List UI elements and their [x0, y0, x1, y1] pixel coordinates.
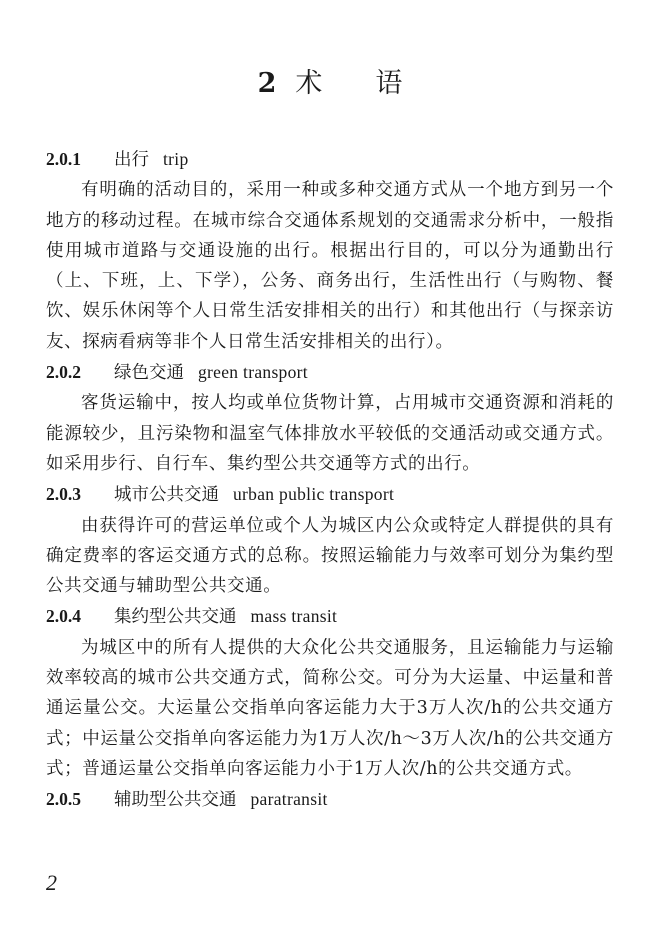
- term-definition-2-0-2: 客货运输中，按人均或单位货物计算，占用城市交通资源和消耗的能源较少，且污染物和温室气体排放水平较低的交通活动或交通方式。如采用步行、自行车、集约型公共交通等方式的出行。: [46, 393, 614, 474]
- term-heading-2-0-2: [46, 357, 614, 388]
- term-number: 2.0.1: [46, 149, 81, 169]
- term-chinese: 集约型公共交通: [114, 607, 237, 628]
- term-heading-2-0-4: [46, 601, 614, 632]
- chapter-title-char-2: 语: [375, 68, 404, 99]
- term-english: mass transit: [250, 606, 338, 627]
- term-heading-2-0-1: [46, 144, 614, 175]
- term-number: 2.0.2: [46, 362, 81, 383]
- term-chinese: 出行: [114, 150, 149, 170]
- term-definition-2-0-3: 由获得许可的营运单位或个人为城区内公众或特定人群提供的具有确定费率的客运交通方式的总称。按照运输能力与效率可划分为集约型公共交通与辅助型公共交通。: [46, 515, 614, 597]
- term-chinese: 城市公共交通: [114, 485, 219, 506]
- term-chinese: 辅助型公共交通: [114, 790, 237, 811]
- page-number: 2: [46, 870, 57, 895]
- terms-body: [46, 144, 614, 816]
- term-definition-2-0-4: 为城区中的所有人提供的大众化公共交通服务，且运输能力与运输效率较高的城市公共交通方式，简称公交。可分为大运量、中运量和普通运量公交。大运量公交指单向客运能力大于3万人次/h的公共交通方式；中运量公交指单向客运能力为1万人次/h～3万人次/h的公共交通方式；普通运量公交指单向客运能力小于1万人次/h的公共交通方式。: [46, 637, 614, 779]
- chapter-number: 2: [257, 68, 278, 99]
- term-number: 2.0.3: [46, 484, 81, 505]
- term-chinese: 绿色交通: [114, 363, 184, 384]
- chapter-title: [0, 64, 661, 104]
- term-heading-2-0-5: [46, 784, 614, 815]
- term-number: 2.0.5: [46, 789, 81, 810]
- term-number: 2.0.4: [46, 606, 81, 627]
- term-english: trip: [163, 149, 189, 169]
- term-english: paratransit: [250, 789, 328, 810]
- term-definition-2-0-1: 有明确的活动目的，采用一种或多种交通方式从一个地方到另一个地方的移动过程。在城市综合交通体系规划的交通需求分析中，一般指使用城市道路与交通设施的出行。根据出行目的，可以分为通勤出行（上、下班，上、下学），公务、商务出行，生活性出行（与购物、餐饮、娱乐休闲等个人日常生活安排相关的出行）和其他出行（与探亲访友、探病看病等非个人日常生活安排相关的出行）。: [46, 180, 614, 352]
- chapter-title-char-1: 术: [295, 68, 324, 99]
- term-english: green transport: [198, 362, 308, 383]
- term-english: urban public transport: [233, 484, 395, 505]
- term-heading-2-0-3: [46, 479, 614, 510]
